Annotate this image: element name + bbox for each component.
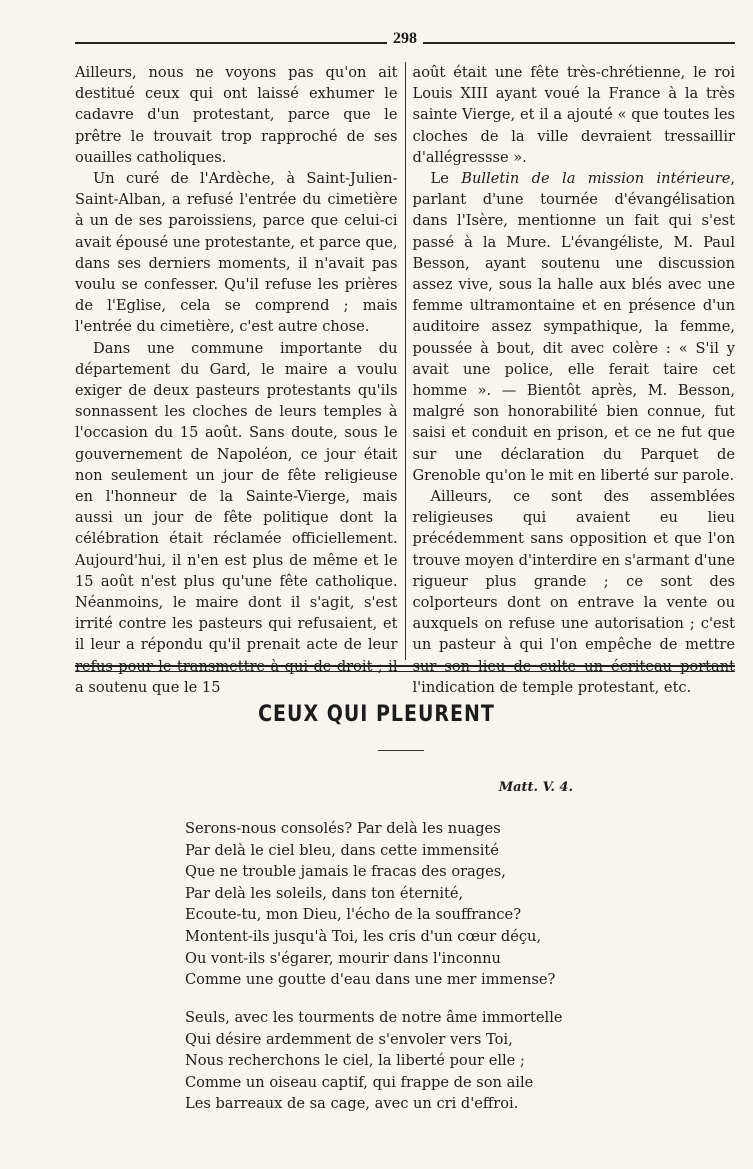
poem-stanza-1 [185,818,605,991]
column-divider [405,62,406,660]
poem-line: Nous recherchons le ciel, la liberté pour elle ; [185,1052,525,1070]
title-underline [378,750,424,751]
paragraph-body: , parlant d'une tournée d'évangélisation dans l'Isère, mentionne un fait qui s'est passé à la Mure. L'évangéliste, M. Paul Besson, ayant soutenu une discussion assez vive, sous la halle aux blés avec une femme ultramontaine et en présence d'un auditoire assez sympathique, la femme, poussée à bout, dit avec colère : « S'il y avait une police, elle ferait taire cet homme ». — Bientôt après, M. Besson, malgré son honorabilité bien connue, fut saisi et conduit en prison, et ce ne fut que sur une déclaration du Parquet de Grenoble qu'on le mit en liberté sur parole. [412,170,736,484]
poem-title: CEUX QUI PLEURENT [258,701,495,727]
poem-stanza-2 [185,1007,605,1115]
poem-line: Les barreaux de sa cage, avec un cri d'effroi. [185,1095,519,1113]
paragraph: Dans une commune importante du département du Gard, le maire a voulu exiger de deux pasteurs protestants qu'ils sonnassent les cloches de leurs temples à l'occasion du 15 août. Sans doute, sous le gouvernement de Napoléon, ce jour était non seulement un jour de fête religieuse en l'honneur de la Sainte-Vierge, mais aussi un jour de fête politique dont la célébration était réclamée officiellement. Aujourd'hui, il n'en est plus de même et le 15 août n'est plus qu'une fête catholique. Néanmoins, le maire dont il s'agit, s'est irrité contre les pasteurs qui refusaient, et il leur a répondu qu'il prenait acte de leur refus pour le transmettre à qui de droit ; il a soutenu que le 15 [75,339,398,696]
poem-line: Par delà le ciel bleu, dans cette immensité [185,841,499,859]
left-column [75,62,398,696]
paragraph: Ailleurs, nous ne voyons pas qu'on ait destitué ceux qui ont laissé exhumer le cadavre d'un protestant, parce que le prêtre le trouvait trop rapproché de ses ouailles catholiques. [75,64,398,166]
poem-line: Comme un oiseau captif, qui frappe de son aile [185,1073,534,1091]
paragraph [413,168,736,486]
poem-line: Montent-ils jusqu'à Toi, les cris d'un cœur déçu, [185,927,542,945]
poem-line: Serons-nous consolés? Par delà les nuages [185,820,501,837]
poem-line: Que ne trouble jamais le fracas des orages, [185,863,506,881]
article-columns [75,62,736,696]
paragraph: Un curé de l'Ardèche, à Saint-Julien-Saint-Alban, a refusé l'entrée du cimetière à un de ses paroissiens, parce que celui-ci avait épousé une protestante, et parce que, dans ses derniers moments, il n'avait pas voulu se confesser. Qu'il refuse les prières de l'Eglise, cela se comprend ; mais l'entrée du cimetière, c'est autre chose. [75,170,398,336]
poem-epigraph: Matt. V. 4. [498,780,573,795]
right-column [412,62,736,696]
paragraph: août était une fête très-chrétienne, le roi Louis XIII ayant voué la France à la très sainte Vierge, et il a ajouté « que toutes les cloches de la ville devraient tressaillir d'allégressse ». [412,64,735,166]
paragraph-lead: Le [430,170,462,188]
section-separator [75,665,735,672]
poem-line: Ou vont-ils s'égarer, mourir dans l'inconnu [185,949,501,967]
poem-line: Ecoute-tu, mon Dieu, l'écho de la souffrance? [185,906,522,924]
bulletin-title: Bulletin de la mission intérieure [461,170,731,188]
poem-line: Comme une goutte d'eau dans une mer immense? [185,971,556,989]
poem-line: Par delà les soleils, dans ton éternité, [185,884,464,902]
page-number: 298 [387,30,423,48]
poem-line: Qui désire ardemment de s'envoler vers Toi, [185,1030,513,1048]
page-header [75,30,735,50]
poem-line: Seuls, avec les tourments de notre âme immortelle [185,1009,563,1026]
paragraph: Ailleurs, ce sont des assemblées religieuses qui avaient eu lieu précédemment sans opposition et que l'on trouve moyen d'interdire en s'armant d'une rigueur plus grande ; ce sont des colporteurs dont on entrave la vente ou auxquels on refuse une autorisation ; c'est un pasteur à qui l'on empêche de mettre sur son lieu de culte un écriteau portant l'indication de temple protestant, etc. [412,488,735,696]
